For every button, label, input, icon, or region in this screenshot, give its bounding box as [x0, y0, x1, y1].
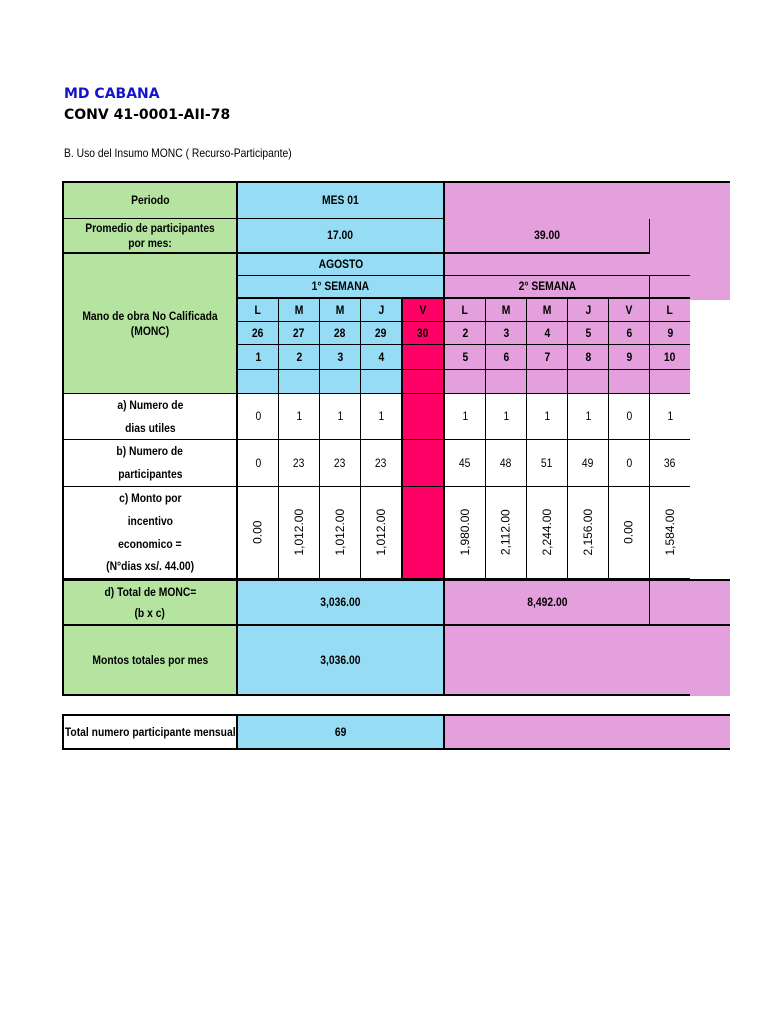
dia-cell-1[interactable]: [238, 299, 279, 322]
periodo-label-text: Periodo: [130, 193, 170, 208]
fecha-cell-9-text: 5: [585, 325, 591, 340]
semana-2-label[interactable]: [445, 276, 650, 299]
total-monc-value-1-text: 3,036.00: [320, 595, 361, 610]
fecha-cell-5[interactable]: [403, 322, 445, 345]
promedio-value-2-text: 39.00: [534, 228, 560, 243]
dia-cell-4-text: J: [378, 302, 384, 317]
participantes-cell-4[interactable]: [361, 440, 403, 487]
dias-utiles-cell-9[interactable]: [568, 394, 609, 440]
dia-cell-4[interactable]: [361, 299, 403, 322]
fecha-cell-1[interactable]: [238, 322, 279, 345]
fecha-cell-2-text: 27: [293, 325, 305, 340]
dias-utiles-cell-9-text: 1: [585, 409, 591, 424]
dias-utiles-cell-10-text: 0: [626, 409, 632, 424]
promedio-value-1-text: 17.00: [327, 228, 354, 243]
dias-utiles-cell-10[interactable]: [609, 394, 650, 440]
indice-cell-2-text: 2: [296, 349, 302, 364]
monto-cell-10-text: 0.00: [621, 520, 636, 545]
dia-cell-1-text: L: [254, 302, 262, 317]
promedio-value-2[interactable]: [445, 219, 650, 254]
fecha-cell-6[interactable]: [445, 322, 486, 345]
participantes-cell-9[interactable]: [568, 440, 609, 487]
monto-cell-10[interactable]: [609, 487, 650, 579]
dias-utiles-cell-6[interactable]: [445, 394, 486, 440]
fecha-cell-8-text: 4: [544, 325, 550, 340]
participantes-cell-2-text: 23: [293, 455, 305, 470]
fecha-cell-4[interactable]: [361, 322, 403, 345]
indice-cell-4[interactable]: [361, 345, 403, 370]
dias-utiles-cell-11[interactable]: [650, 394, 690, 440]
participantes-cell-2[interactable]: [279, 440, 320, 487]
dia-cell-7[interactable]: [486, 299, 527, 322]
participantes-cell-8[interactable]: [527, 440, 568, 487]
montos-totales-pink-fill[interactable]: [445, 626, 730, 696]
dias-utiles-label-line-1: a) Numero de: [117, 398, 183, 413]
total-monc-value-2-text: 8,492.00: [526, 595, 568, 610]
dia-cell-7-text: M: [501, 302, 511, 317]
summary-value-text: 69: [334, 724, 347, 739]
semana-2-label-text: 2° SEMANA: [518, 279, 576, 294]
participantes-cell-6-text: 45: [459, 455, 471, 470]
fecha-cell-7-text: 3: [503, 325, 509, 340]
dias-utiles-cell-5[interactable]: [403, 394, 445, 440]
dias-utiles-cell-3[interactable]: [320, 394, 361, 440]
dia-cell-10-text: V: [625, 302, 633, 317]
indice-cell-6[interactable]: [445, 345, 486, 370]
indice-cell-11[interactable]: [650, 345, 690, 370]
blank-cell-3[interactable]: [320, 370, 361, 394]
fecha-cell-9[interactable]: [568, 322, 609, 345]
dias-utiles-cell-8[interactable]: [527, 394, 568, 440]
blank-cell-6[interactable]: [445, 370, 486, 394]
dias-utiles-cell-1-text: 0: [255, 409, 261, 424]
blank-cell-10[interactable]: [609, 370, 650, 394]
fecha-cell-1-text: 26: [252, 325, 264, 340]
indice-cell-10[interactable]: [609, 345, 650, 370]
monto-cell-4[interactable]: [361, 487, 403, 579]
blank-cell-11[interactable]: [650, 370, 690, 394]
indice-cell-5[interactable]: [403, 345, 445, 370]
fecha-cell-3-text: 28: [334, 325, 346, 340]
montos-totales-bottom-rule: [445, 694, 690, 696]
dia-cell-2[interactable]: [279, 299, 320, 322]
indice-cell-9-text: 8: [585, 349, 591, 364]
monto-cell-8-text: 2,244.00: [539, 509, 554, 556]
participantes-cell-11[interactable]: [650, 440, 690, 487]
blank-cell-9[interactable]: [568, 370, 609, 394]
promedio-value-1[interactable]: [238, 219, 445, 254]
summary-pink-fill[interactable]: [445, 714, 730, 750]
total-monc-value-2[interactable]: [445, 579, 650, 626]
semana-1-label-text: 1° SEMANA: [311, 279, 370, 294]
indice-cell-3-text: 3: [337, 349, 343, 364]
blank-cell-5[interactable]: [403, 370, 445, 394]
dia-cell-5[interactable]: [403, 299, 445, 322]
dias-utiles-label-line-2: dias utiles: [124, 420, 176, 435]
fecha-cell-10-text: 6: [626, 325, 632, 340]
participantes-cell-1-text: 0: [255, 455, 261, 470]
participantes-cell-6[interactable]: [445, 440, 486, 487]
indice-cell-2[interactable]: [279, 345, 320, 370]
participantes-cell-1[interactable]: [238, 440, 279, 487]
indice-cell-9[interactable]: [568, 345, 609, 370]
dia-cell-2-text: M: [294, 302, 304, 317]
indice-cell-4-text: 4: [378, 349, 384, 364]
monto-cell-2[interactable]: [279, 487, 320, 579]
indice-cell-1-text: 1: [255, 349, 261, 364]
participantes-cell-5[interactable]: [403, 440, 445, 487]
dias-utiles-label[interactable]: [62, 394, 238, 440]
indice-cell-8-text: 7: [544, 349, 550, 364]
semana-1-label[interactable]: [238, 276, 445, 299]
semana-3-fill[interactable]: [650, 276, 690, 299]
participantes-label-line-2: participantes: [117, 467, 183, 482]
participantes-label[interactable]: [62, 440, 238, 487]
fecha-cell-11[interactable]: [650, 322, 690, 345]
blank-cell-8[interactable]: [527, 370, 568, 394]
monto-label-line-4: (N°dias xs/. 44.00): [106, 559, 194, 574]
section-title: B. Uso del Insumo MONC ( Recurso-Participante): [64, 146, 292, 160]
promedio-label[interactable]: [62, 219, 238, 254]
dia-cell-5-text: V: [419, 302, 427, 317]
montos-totales-label-text: Montos totales por mes: [92, 652, 208, 667]
monto-cell-6-text: 1,980.00: [457, 509, 472, 556]
dia-cell-11-text: L: [666, 302, 674, 317]
fecha-cell-5-text: 30: [417, 325, 429, 340]
participantes-cell-9-text: 49: [582, 455, 594, 470]
mes-label[interactable]: [238, 181, 445, 219]
promedio-label-text: Promedio de participantes por mes:: [85, 221, 215, 250]
header-pink-right[interactable]: [690, 254, 730, 300]
indice-cell-7[interactable]: [486, 345, 527, 370]
company-name: MD CABANA: [64, 86, 160, 102]
indice-cell-6-text: 5: [462, 349, 468, 364]
participantes-label-line-1: b) Numero de: [116, 444, 184, 459]
participantes-cell-7[interactable]: [486, 440, 527, 487]
summary-value[interactable]: [238, 714, 445, 750]
mes-nombre[interactable]: [238, 254, 445, 276]
mes-top-rule: [445, 181, 690, 183]
fecha-cell-7[interactable]: [486, 322, 527, 345]
dia-cell-8-text: M: [542, 302, 552, 317]
monto-cell-4-text: 1,012.00: [373, 509, 388, 556]
dias-utiles-cell-1[interactable]: [238, 394, 279, 440]
monto-cell-2-text: 1,012.00: [291, 509, 306, 556]
total-monc-label[interactable]: [62, 579, 238, 626]
mes-nombre-pink[interactable]: [445, 254, 690, 276]
dias-utiles-cell-2[interactable]: [279, 394, 320, 440]
montos-totales-value-text: 3,036.00: [320, 652, 361, 667]
mes-nombre-text: AGOSTO: [318, 257, 363, 272]
mano-obra-label[interactable]: [62, 254, 238, 394]
contract-code: CONV 41-0001-AII-78: [64, 107, 231, 123]
fecha-cell-2[interactable]: [279, 322, 320, 345]
monto-cell-8[interactable]: [527, 487, 568, 579]
montos-totales-label[interactable]: [62, 626, 238, 696]
mes-label-text: MES 01: [322, 193, 359, 208]
blank-cell-7[interactable]: [486, 370, 527, 394]
dias-utiles-cell-11-text: 1: [667, 409, 673, 424]
fecha-cell-6-text: 2: [462, 325, 468, 340]
blank-cell-2[interactable]: [279, 370, 320, 394]
monto-cell-9[interactable]: [568, 487, 609, 579]
dias-utiles-cell-7[interactable]: [486, 394, 527, 440]
dia-cell-3-text: M: [335, 302, 345, 317]
indice-cell-1[interactable]: [238, 345, 279, 370]
dia-cell-6-text: L: [461, 302, 469, 317]
indice-cell-3[interactable]: [320, 345, 361, 370]
monto-cell-11-text: 1,584.00: [662, 509, 677, 556]
monto-cell-6[interactable]: [445, 487, 486, 579]
periodo-label[interactable]: [62, 181, 238, 219]
mano-obra-label-text: Mano de obra No Calificada (MONC): [82, 309, 218, 338]
indice-cell-7-text: 6: [503, 349, 509, 364]
dia-cell-11[interactable]: [650, 299, 690, 322]
monto-cell-1-text: 0.00: [250, 520, 265, 545]
fecha-cell-11-text: 9: [667, 325, 673, 340]
fecha-cell-4-text: 29: [375, 325, 387, 340]
dias-utiles-cell-3-text: 1: [337, 409, 343, 424]
total-monc-label-line-1: d) Total de MONC=: [104, 584, 196, 599]
monto-label-line-3: economico =: [118, 536, 182, 551]
monto-cell-3-text: 1,012.00: [332, 509, 347, 556]
total-monc-value-1[interactable]: [238, 579, 445, 626]
fecha-cell-8[interactable]: [527, 322, 568, 345]
dias-utiles-cell-7-text: 1: [503, 409, 509, 424]
monto-cell-11[interactable]: [650, 487, 690, 579]
montos-totales-value[interactable]: [238, 626, 445, 696]
dia-cell-9[interactable]: [568, 299, 609, 322]
summary-label[interactable]: [62, 714, 238, 750]
total-monc-label-line-2: (b x c): [134, 606, 166, 621]
dia-cell-9-text: J: [585, 302, 591, 317]
monto-cell-1[interactable]: [238, 487, 279, 579]
summary-label-text: Total numero participante mensual: [64, 724, 236, 739]
fecha-cell-3[interactable]: [320, 322, 361, 345]
indice-cell-11-text: 10: [664, 349, 676, 364]
dias-utiles-cell-2-text: 1: [296, 409, 302, 424]
dia-cell-3[interactable]: [320, 299, 361, 322]
monto-cell-7[interactable]: [486, 487, 527, 579]
participantes-cell-3-text: 23: [334, 455, 346, 470]
dias-utiles-cell-4[interactable]: [361, 394, 403, 440]
monto-cell-3[interactable]: [320, 487, 361, 579]
dias-utiles-cell-4-text: 1: [378, 409, 384, 424]
dias-utiles-cell-8-text: 1: [544, 409, 550, 424]
dia-cell-8[interactable]: [527, 299, 568, 322]
dia-cell-6[interactable]: [445, 299, 486, 322]
participantes-cell-8-text: 51: [541, 455, 553, 470]
participantes-cell-10-text: 0: [626, 455, 632, 470]
participantes-cell-7-text: 48: [500, 455, 512, 470]
participantes-cell-10[interactable]: [609, 440, 650, 487]
monto-label-line-1: c) Monto por: [118, 491, 182, 506]
blank-cell-1[interactable]: [238, 370, 279, 394]
dias-utiles-cell-6-text: 1: [462, 409, 468, 424]
promedio-pink-fill[interactable]: [650, 219, 730, 254]
monto-cell-5[interactable]: [403, 487, 445, 579]
monto-label[interactable]: [62, 487, 238, 579]
blank-cell-4[interactable]: [361, 370, 403, 394]
fecha-cell-10[interactable]: [609, 322, 650, 345]
monto-cell-9-text: 2,156.00: [580, 509, 595, 556]
monto-cell-7-text: 2,112.00: [498, 509, 513, 556]
indice-cell-10-text: 9: [626, 349, 632, 364]
total-monc-pink-fill[interactable]: [650, 579, 730, 626]
monto-label-line-2: incentivo: [127, 513, 173, 528]
participantes-cell-3[interactable]: [320, 440, 361, 487]
indice-cell-8[interactable]: [527, 345, 568, 370]
dia-cell-10[interactable]: [609, 299, 650, 322]
participantes-cell-11-text: 36: [664, 455, 676, 470]
participantes-cell-4-text: 23: [375, 455, 387, 470]
mes-pink-fill[interactable]: [445, 181, 730, 219]
